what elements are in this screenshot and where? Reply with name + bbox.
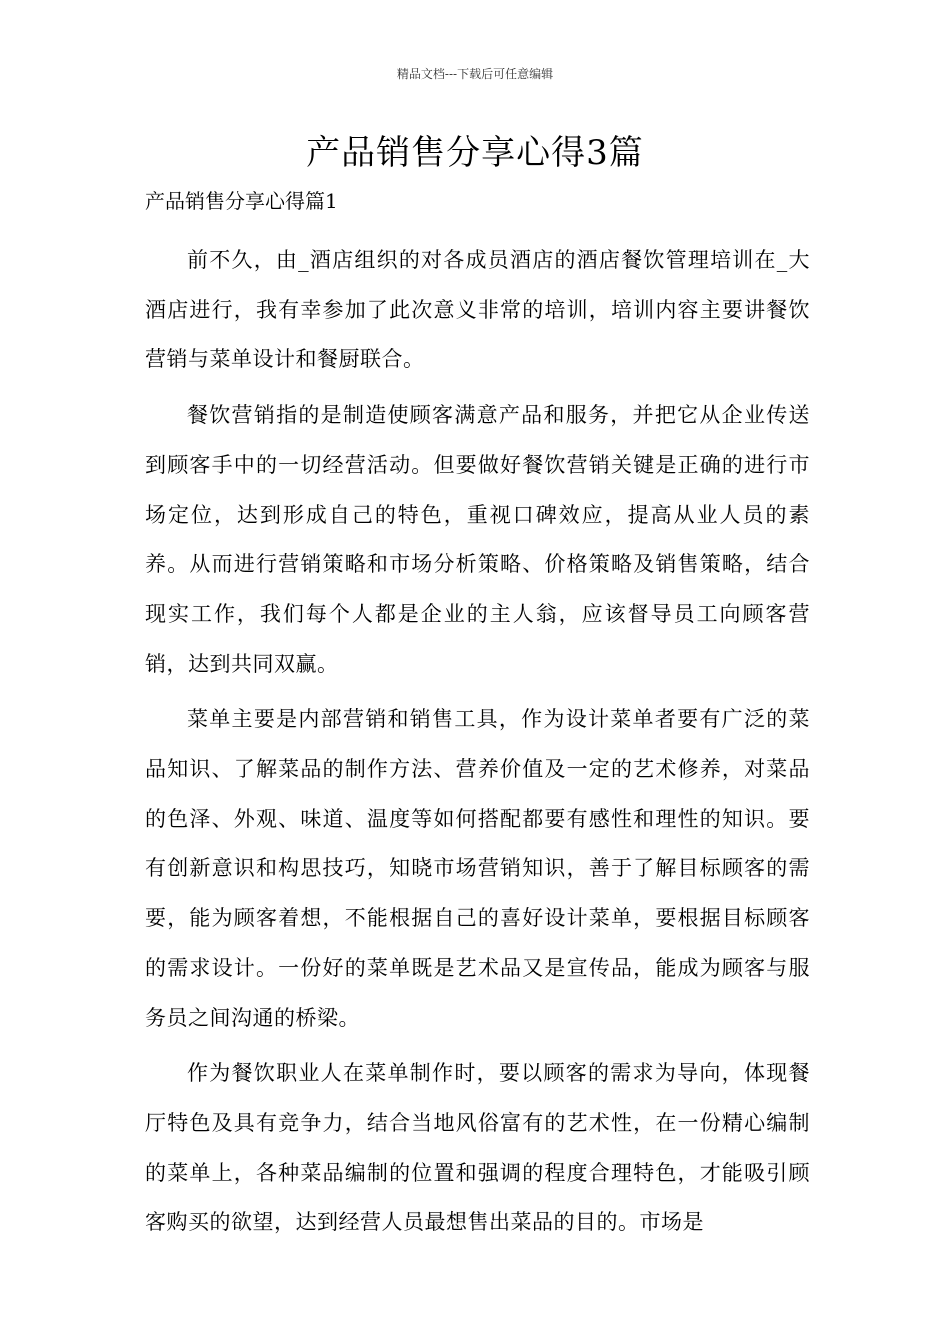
body-text	[145, 236, 810, 1254]
paragraph: 菜单主要是内部营销和销售工具，作为设计菜单者要有广泛的菜品知识、了解菜品的制作方法、营养价值及一定的艺术修养，对菜品的色泽、外观、味道、温度等如何搭配都要有感性和理性的知识。要有创新意识和构思技巧，知晓市场营销知识，善于了解目标顾客的需要，能为顾客着想，不能根据自己的喜好设计菜单，要根据目标顾客的需求设计。一份好的菜单既是艺术品又是宣传品，能成为顾客与服务员之间沟通的桥梁。	[145, 707, 810, 1030]
paragraph: 前不久，由_酒店组织的对各成员酒店的酒店餐饮管理培训在_大酒店进行，我有幸参加了此次意义非常的培训，培训内容主要讲餐饮营销与菜单设计和餐厨联合。	[145, 248, 810, 372]
section-heading: 产品销售分享心得篇1	[145, 189, 338, 213]
paragraph: 作为餐饮职业人在菜单制作时，要以顾客的需求为导向，体现餐厅特色及具有竞争力，结合当地风俗富有的艺术性，在一份精心编制的菜单上，各种菜品编制的位置和强调的程度合理特色，才能吸引顾客购买的欲望，达到经营人员最想售出菜品的目的。市场是	[145, 1061, 810, 1235]
header-note: 精品文档---下载后可任意编辑	[396, 67, 554, 81]
paragraph: 餐饮营销指的是制造使顾客满意产品和服务，并把它从企业传送到顾客手中的一切经营活动。但要做好餐饮营销关键是正确的进行市场定位，达到形成自己的特色，重视口碑效应，提高从业人员的素养。从而进行营销策略和市场分析策略、价格策略及销售策略，结合现实工作，我们每个人都是企业的主人翁，应该督导员工向顾客营销，达到共同双赢。	[145, 403, 810, 676]
document-title: 产品销售分享心得3篇	[306, 133, 644, 173]
